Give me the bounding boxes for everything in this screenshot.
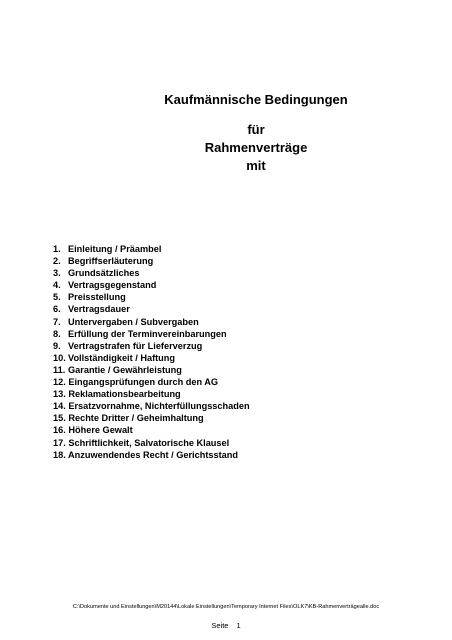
toc-item — [53, 437, 250, 449]
toc-number: 16. — [53, 425, 66, 436]
title-line-4: mit — [246, 158, 266, 173]
toc-label: Höhere Gewalt — [68, 425, 133, 436]
title-line-2: für — [247, 122, 265, 137]
toc-label: Ersatzvornahme, Nichterfüllungsschaden — [68, 401, 250, 412]
toc-label: Vertragsgegenstand — [68, 280, 157, 291]
toc-item — [53, 400, 250, 412]
toc-number: 7. — [53, 316, 61, 327]
toc-item — [53, 388, 250, 400]
toc-number: 5. — [53, 292, 61, 303]
toc-number: 18. — [53, 449, 66, 460]
toc-label: Untervergaben / Subvergaben — [68, 316, 199, 327]
toc-item — [53, 364, 250, 376]
table-of-contents — [53, 243, 250, 461]
toc-label: Reklamationsbearbeitung — [68, 389, 181, 400]
toc-item — [53, 267, 250, 279]
toc-label: Vertragstrafen für Lieferverzug — [68, 340, 203, 351]
toc-item — [53, 303, 250, 315]
footer-page-number — [0, 621, 452, 630]
toc-label: Preisstellung — [68, 292, 126, 303]
toc-label: Rechte Dritter / Geheimhaltung — [68, 413, 204, 424]
toc-item — [53, 316, 250, 328]
toc-number: 3. — [53, 268, 61, 279]
page-number: 1 — [236, 621, 241, 630]
title-line-1: Kaufmännische Bedingungen — [164, 92, 348, 107]
toc-number: 9. — [53, 340, 61, 351]
toc-label: Garantie / Gewährleistung — [68, 364, 182, 375]
toc-label: Anzuwendendes Recht / Gerichtsstand — [68, 449, 239, 460]
toc-label: Schriftlichkeit, Salvatorische Klausel — [68, 437, 230, 448]
toc-number: 15. — [53, 413, 66, 424]
toc-item — [53, 255, 250, 267]
toc-number: 8. — [53, 328, 61, 339]
toc-label: Vollständigkeit / Haftung — [68, 352, 176, 363]
title-line-3: Rahmenverträge — [204, 140, 308, 155]
toc-item — [53, 279, 250, 291]
toc-item — [53, 340, 250, 352]
toc-item — [53, 449, 250, 461]
toc-number: 2. — [53, 256, 61, 267]
toc-label: Einleitung / Präambel — [68, 244, 162, 254]
toc-label: Grundsätzliches — [68, 268, 140, 279]
footer-file-path: C:\Dokumente und Einstellungen\M20144\Lokale Einstellungen\Temporary Internet Files\OLK7\KB-Rahmenverträgealle.doc — [72, 604, 380, 610]
toc-number: 10. — [53, 352, 66, 363]
toc-number: 11. — [53, 364, 66, 375]
toc-item — [53, 412, 250, 424]
toc-number: 13. — [53, 389, 66, 400]
toc-item — [53, 424, 250, 436]
page-label: Seite — [211, 621, 229, 630]
toc-item — [53, 352, 250, 364]
toc-item — [53, 291, 250, 303]
toc-number: 1. — [53, 244, 61, 254]
toc-label: Vertragsdauer — [68, 304, 130, 315]
toc-number: 6. — [53, 304, 61, 315]
toc-number: 4. — [53, 280, 61, 291]
toc-label: Erfüllung der Terminvereinbarungen — [68, 328, 227, 339]
toc-number: 17. — [53, 437, 66, 448]
toc-label: Begriffserläuterung — [68, 256, 154, 267]
toc-item — [53, 376, 250, 388]
toc-item — [53, 243, 250, 255]
toc-label: Eingangsprüfungen durch den AG — [68, 377, 219, 388]
toc-item — [53, 328, 250, 340]
toc-number: 14. — [53, 401, 66, 412]
toc-number: 12. — [53, 377, 66, 388]
